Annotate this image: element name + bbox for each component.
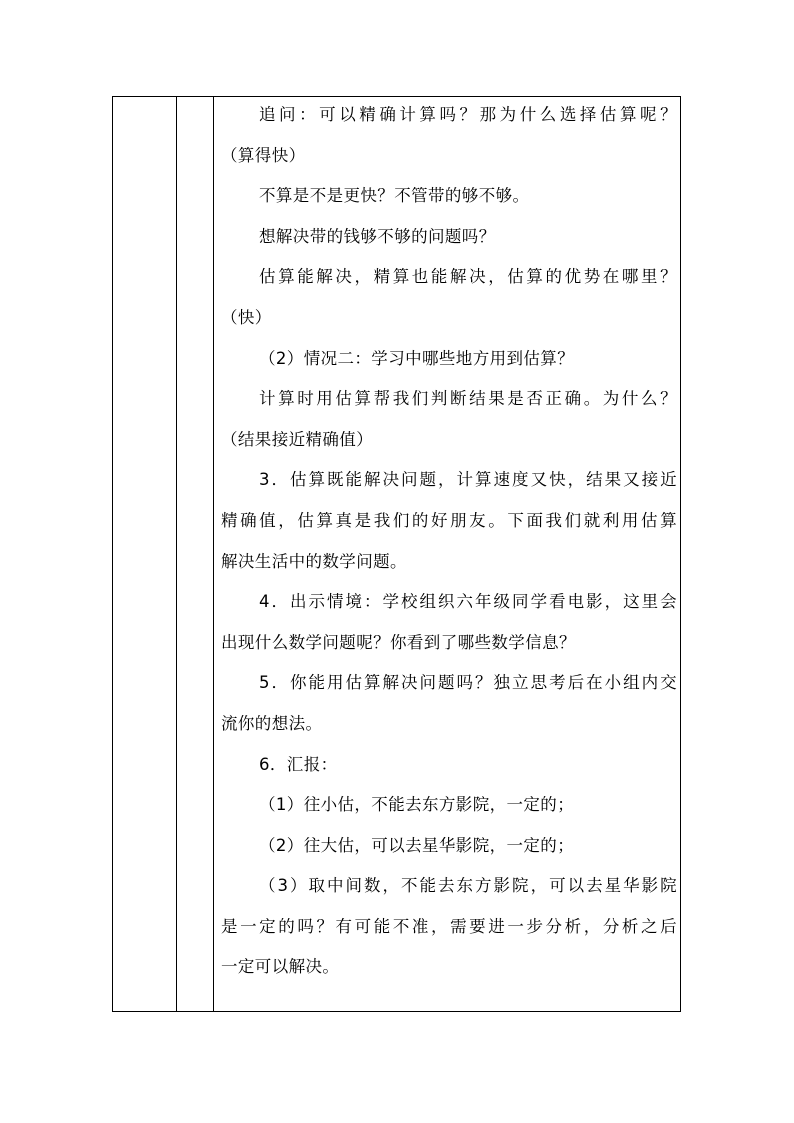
paragraph-8-line-1: 4．出示情境：学校组织六年级同学看电影，这里会 (259, 592, 677, 612)
paragraph-4-line-1: 估算能解决，精算也能解决，估算的优势在哪里？ (259, 267, 677, 287)
lesson-content-cell (221, 95, 677, 988)
paragraph-7-line-2: 精确值，估算真是我们的好朋友。下面我们就利用估算 (221, 510, 677, 530)
paragraph-7-line-1: 3．估算既能解决问题，计算速度又快，结果又接近 (259, 470, 677, 490)
paragraph-8-line-2: 出现什么数学问题呢？你看到了哪些数学信息？ (221, 632, 576, 652)
paragraph-3-line-1: 想解决带的钱够不够的问题吗？ (259, 226, 496, 246)
paragraph-12-line-1: （2）往大估，可以去星华影院，一定的； (259, 835, 575, 855)
column-divider-1 (176, 97, 177, 1011)
paragraph-2-line-1: 不算是不是更快？不管带的够不够。 (259, 186, 530, 206)
paragraph-9-line-2: 流你的想法。 (221, 713, 323, 733)
paragraph-4-line-2: （快） (221, 307, 272, 327)
paragraph-6-line-2: （结果接近精确值） (221, 429, 374, 449)
lesson-table (112, 96, 681, 1012)
paragraph-1-line-2: （算得快） (221, 145, 306, 165)
paragraph-6-line-1: 计算时用估算帮我们判断结果是否正确。为什么？ (259, 389, 677, 409)
paragraph-13-line-1: （3）取中间数，不能去东方影院，可以去星华影院 (259, 876, 677, 896)
paragraph-9-line-1: 5．你能用估算解决问题吗？独立思考后在小组内交 (259, 673, 677, 693)
paragraph-7-line-3: 解决生活中的数学问题。 (221, 551, 407, 571)
column-divider-2 (213, 97, 214, 1011)
paragraph-13-line-2: 是一定的吗？有可能不准，需要进一步分析，分析之后 (221, 916, 677, 936)
paragraph-13-line-3: 一定可以解决。 (221, 957, 340, 977)
paragraph-5-line-1: （2）情况二：学习中哪些地方用到估算？ (259, 348, 575, 368)
paragraph-10-line-1: 6．汇报： (259, 754, 338, 774)
paragraph-11-line-1: （1）往小估，不能去东方影院，一定的； (259, 795, 575, 815)
paragraph-1-line-1: 追问：可以精确计算吗？那为什么选择估算呢？ (259, 105, 677, 124)
